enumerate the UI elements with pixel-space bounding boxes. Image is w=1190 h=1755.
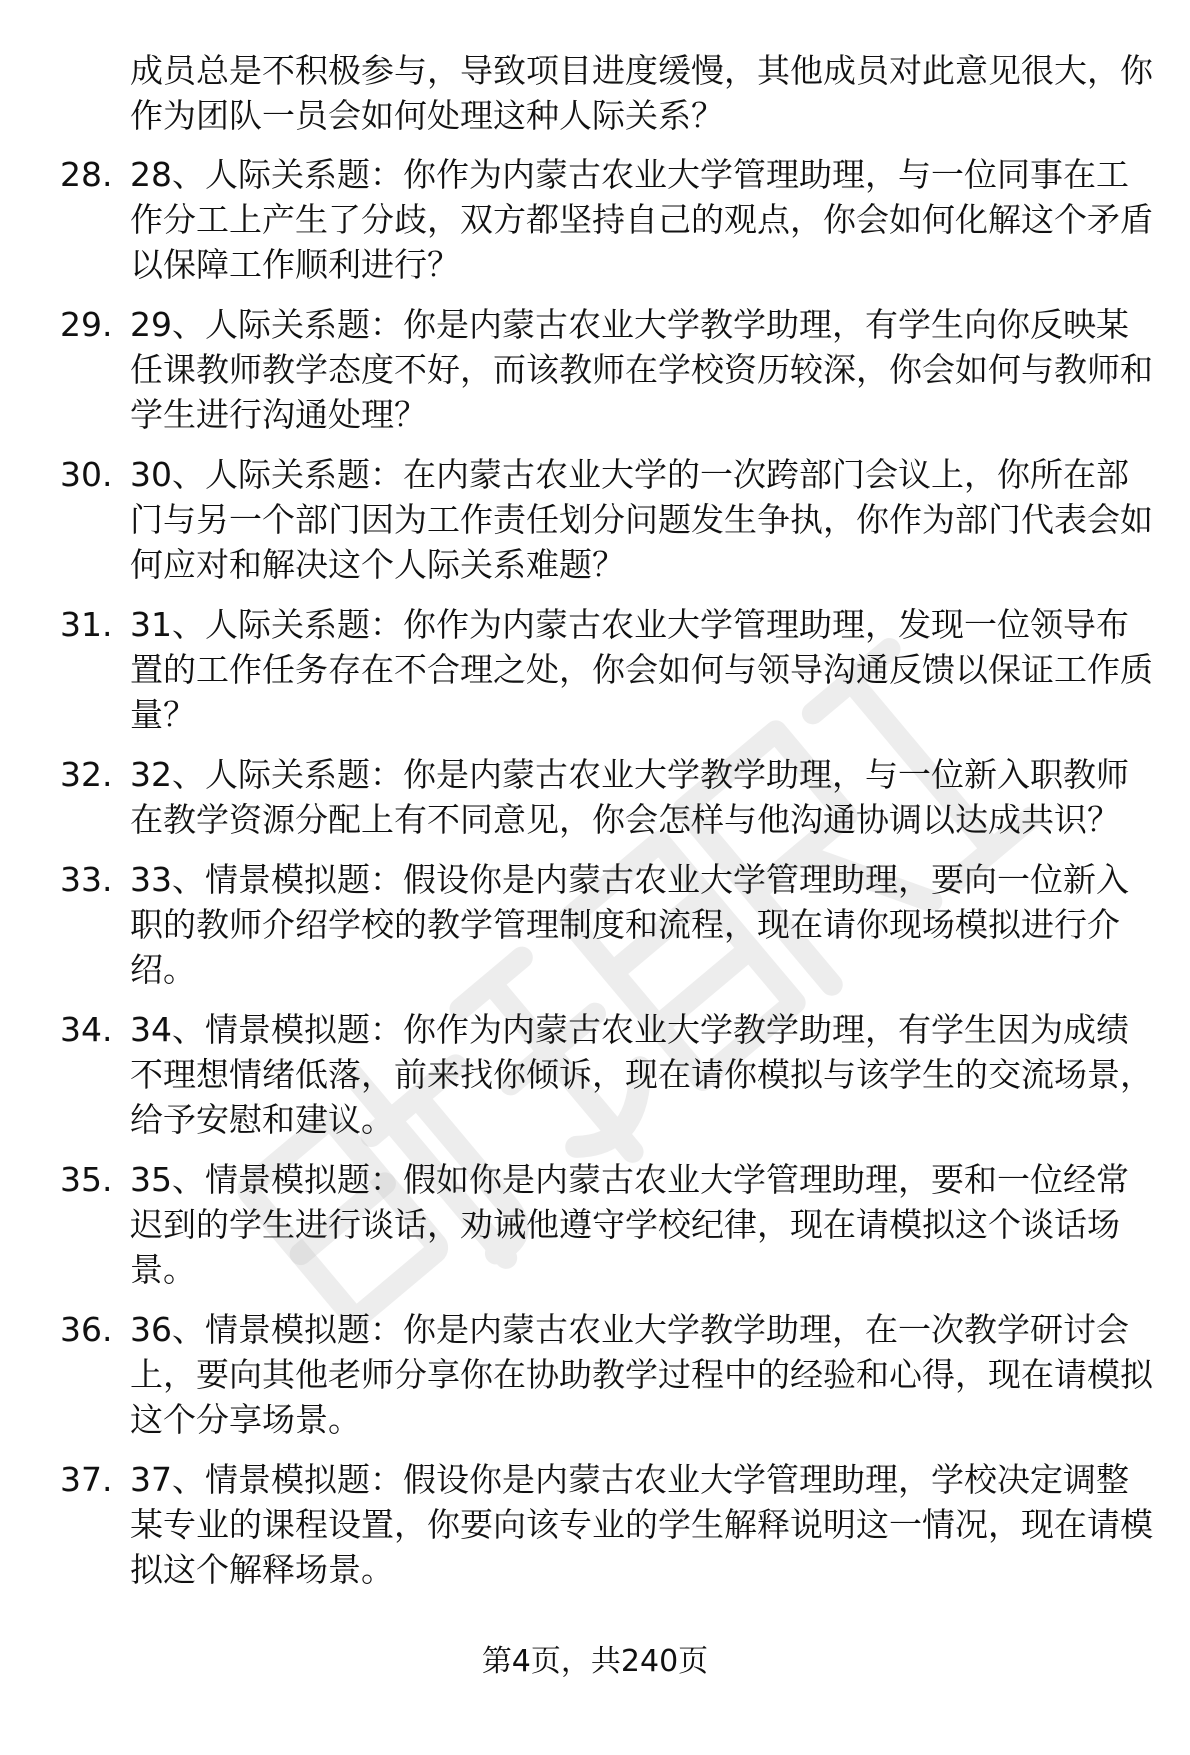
item-number: 31. <box>60 605 113 644</box>
item-number: 37. <box>60 1460 113 1499</box>
item-number: 35. <box>60 1160 113 1199</box>
item-text: 37、情景模拟题：假设你是内蒙古农业大学管理助理，学校决定调整某专业的课程设置，你要向该专业的学生解释说明这一情况，现在请模拟这个解释场景。 <box>130 1460 1153 1589</box>
item-number: 28. <box>60 155 113 194</box>
list-item <box>60 857 1155 992</box>
continued-question-text: 成员总是不积极参与，导致项目进度缓慢，其他成员对此意见很大，你作为团队一员会如何处理这种人际关系？ <box>130 51 1153 135</box>
list-item <box>60 302 1155 437</box>
list-item <box>60 1007 1155 1142</box>
item-number: 30. <box>60 455 113 494</box>
list-item <box>60 602 1155 737</box>
item-text: 28、人际关系题：你作为内蒙古农业大学管理助理，与一位同事在工作分工上产生了分歧，双方都坚持自己的观点，你会如何化解这个矛盾以保障工作顺利进行？ <box>130 155 1153 284</box>
question-list <box>60 152 1155 1592</box>
item-text: 35、情景模拟题：假如你是内蒙古农业大学管理助理，要和一位经常迟到的学生进行谈话，劝诫他遵守学校纪律，现在请模拟这个谈话场景。 <box>130 1160 1129 1289</box>
list-item <box>60 1457 1155 1592</box>
item-text: 31、人际关系题：你作为内蒙古农业大学管理助理，发现一位领导布置的工作任务存在不合理之处，你会如何与领导沟通反馈以保证工作质量？ <box>130 605 1153 734</box>
list-item <box>60 1157 1155 1292</box>
item-number: 36. <box>60 1310 113 1349</box>
list-item <box>60 1307 1155 1442</box>
item-text: 30、人际关系题：在内蒙古农业大学的一次跨部门会议上，你所在部门与另一个部门因为工作责任划分问题发生争执，你作为部门代表会如何应对和解决这个人际关系难题？ <box>130 455 1153 584</box>
question-content <box>60 48 1155 1607</box>
item-text: 32、人际关系题：你是内蒙古农业大学教学助理，与一位新入职教师在教学资源分配上有不同意见，你会怎样与他沟通协调以达成共识？ <box>130 755 1129 839</box>
item-text: 36、情景模拟题：你是内蒙古农业大学教学助理，在一次教学研讨会上，要向其他老师分享你在协助教学过程中的经验和心得，现在请模拟这个分享场景。 <box>130 1310 1153 1439</box>
item-text: 33、情景模拟题：假设你是内蒙古农业大学管理助理，要向一位新入职的教师介绍学校的教学管理制度和流程，现在请你现场模拟进行介绍。 <box>130 860 1129 989</box>
item-number: 32. <box>60 755 113 794</box>
item-number: 29. <box>60 305 113 344</box>
item-number: 34. <box>60 1010 113 1049</box>
list-item <box>60 152 1155 287</box>
page-number-footer: 第4页，共240页 <box>481 1644 709 1679</box>
list-item <box>60 752 1155 842</box>
item-number: 33. <box>60 860 113 899</box>
item-text: 29、人际关系题：你是内蒙古农业大学教学助理，有学生向你反映某任课教师教学态度不好，而该教师在学校资历较深，你会如何与教师和学生进行沟通处理？ <box>130 305 1153 434</box>
list-item <box>60 452 1155 587</box>
item-text: 34、情景模拟题：你作为内蒙古农业大学教学助理，有学生因为成绩不理想情绪低落，前来找你倾诉，现在请你模拟与该学生的交流场景，给予安慰和建议。 <box>130 1010 1153 1139</box>
